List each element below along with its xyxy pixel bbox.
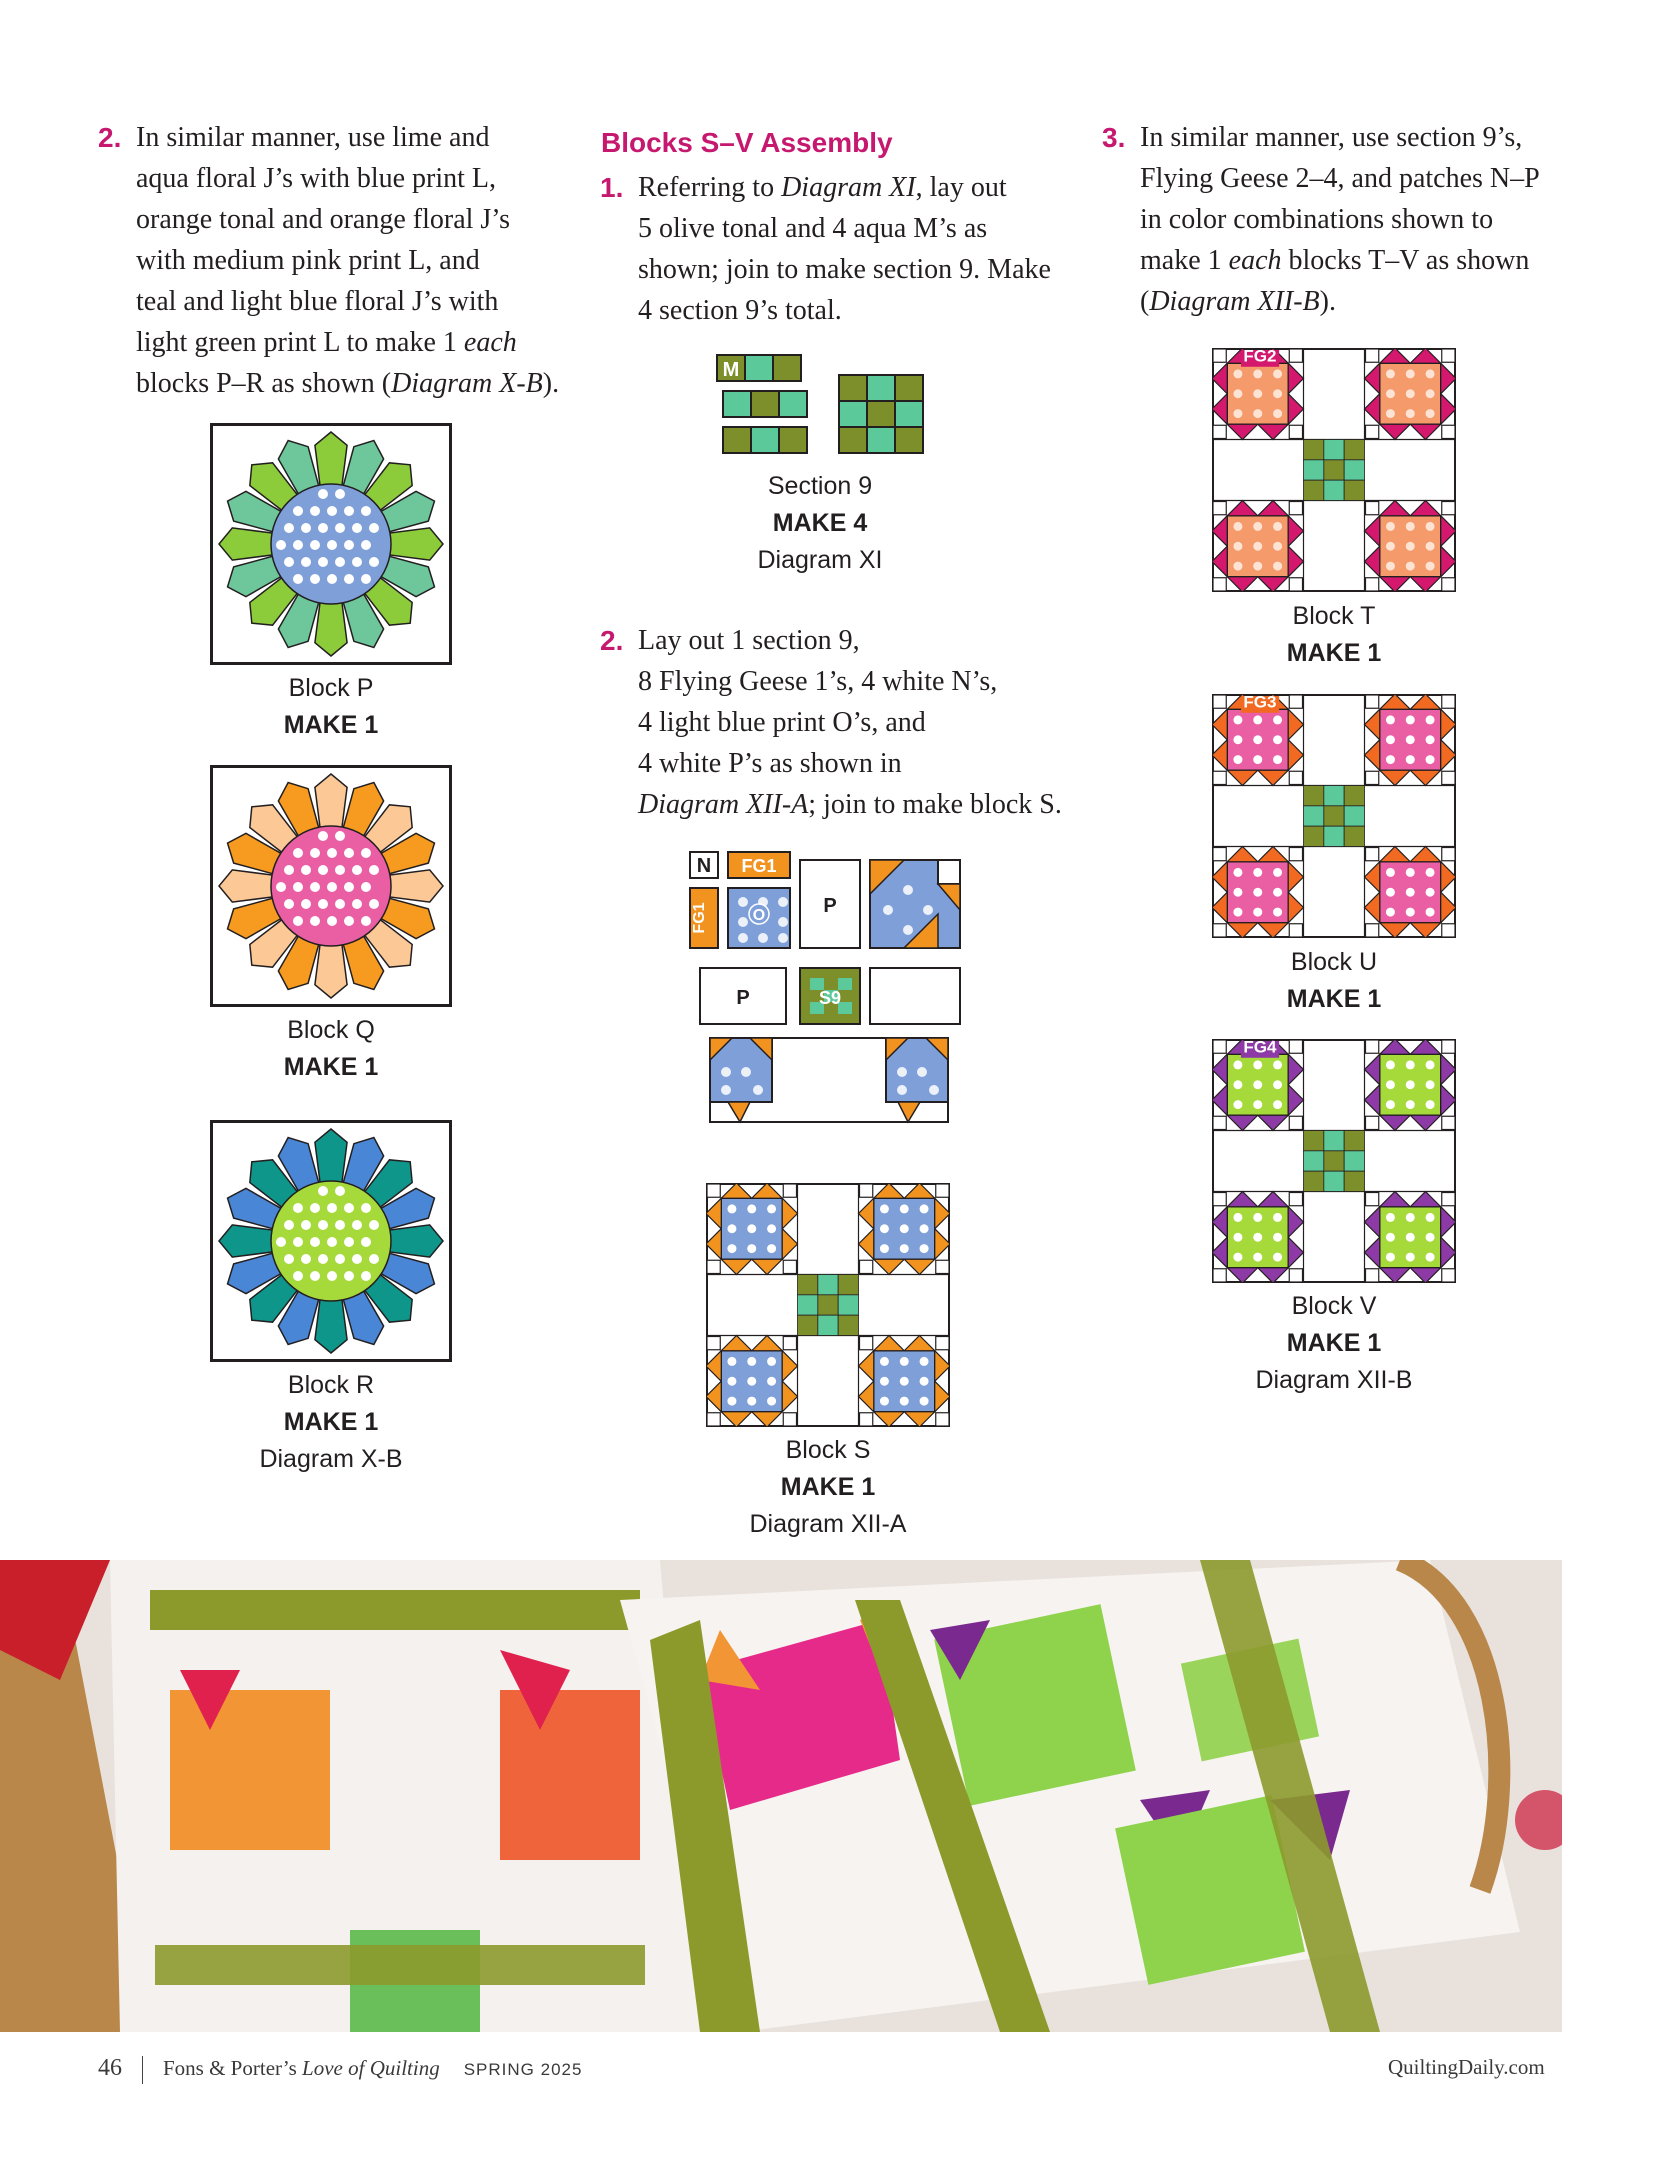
petal bbox=[315, 1295, 347, 1353]
dot bbox=[318, 865, 328, 875]
text-line: In similar manner, use section 9’s, bbox=[1140, 122, 1523, 153]
dot bbox=[293, 540, 303, 550]
block-name: Block S bbox=[785, 1436, 871, 1464]
dot bbox=[293, 882, 303, 892]
petal bbox=[219, 528, 277, 560]
text-fragment: make 1 bbox=[1140, 245, 1229, 276]
dot bbox=[352, 557, 362, 567]
text-line: 8 Flying Geese 1’s, 4 white N’s, bbox=[638, 666, 998, 697]
petal bbox=[315, 940, 347, 998]
make-count: MAKE 1 bbox=[780, 1473, 876, 1501]
block-r-caption bbox=[211, 1367, 451, 1478]
dot bbox=[301, 523, 311, 533]
text-fragment: light green print L to make 1 bbox=[136, 327, 464, 358]
dot bbox=[344, 1237, 354, 1247]
dot bbox=[344, 916, 354, 926]
dot bbox=[361, 506, 371, 516]
dot bbox=[284, 1254, 294, 1264]
dot bbox=[284, 523, 294, 533]
dot bbox=[369, 557, 379, 567]
patch-label-p: P bbox=[823, 895, 837, 917]
dot bbox=[369, 865, 379, 875]
text-fragment: ). bbox=[1319, 286, 1336, 317]
dot bbox=[310, 506, 320, 516]
text-line: in color combinations shown to bbox=[1140, 204, 1494, 235]
make-count: MAKE 1 bbox=[283, 1408, 379, 1436]
text-fragment: blocks T–V as shown bbox=[1281, 245, 1530, 276]
dot bbox=[327, 540, 337, 550]
patch-label-fg1-vertical: FG1 bbox=[691, 902, 708, 934]
petal bbox=[315, 598, 347, 656]
dot bbox=[284, 557, 294, 567]
text-line bbox=[1140, 281, 1580, 322]
diagram-label: Diagram X-B bbox=[259, 1445, 403, 1473]
block-s-diagram bbox=[706, 1183, 950, 1427]
patch-label-p-2: P bbox=[736, 987, 750, 1009]
dot bbox=[361, 916, 371, 926]
section-9-center bbox=[1304, 1131, 1365, 1192]
text-fragment: ). bbox=[542, 368, 560, 399]
block-v-diagram bbox=[1212, 1039, 1456, 1283]
block-p-diagram bbox=[210, 423, 452, 665]
block-name: Block V bbox=[1291, 1292, 1377, 1320]
dot bbox=[335, 899, 345, 909]
dot bbox=[344, 882, 354, 892]
block-u-caption bbox=[1234, 944, 1434, 1018]
diagram-xii-a-exploded bbox=[688, 850, 964, 1130]
quilt-photo bbox=[0, 1560, 1562, 2032]
step-number: 1. bbox=[600, 172, 624, 203]
dot bbox=[335, 831, 345, 841]
dot bbox=[335, 523, 345, 533]
dot bbox=[361, 540, 371, 550]
dot bbox=[310, 848, 320, 858]
text-line: shown; join to make section 9. Make bbox=[638, 254, 1051, 285]
diagram-label: Diagram XII-B bbox=[1255, 1366, 1413, 1394]
step-2-block-s bbox=[600, 620, 1098, 825]
text-fragment: ; join to make block S. bbox=[808, 789, 1062, 820]
dot bbox=[361, 1237, 371, 1247]
text-line bbox=[136, 322, 576, 363]
dot bbox=[293, 506, 303, 516]
dot bbox=[310, 1237, 320, 1247]
dot bbox=[310, 540, 320, 550]
block-v-caption bbox=[1224, 1288, 1444, 1399]
step-3-blocks-t-v bbox=[1102, 117, 1580, 322]
italic-fragment: each bbox=[1228, 245, 1282, 276]
dot bbox=[301, 865, 311, 875]
dot bbox=[369, 1220, 379, 1230]
text-line: orange tonal and orange floral J’s bbox=[136, 204, 510, 235]
dot bbox=[352, 1220, 362, 1230]
section-9-center bbox=[1304, 786, 1365, 847]
dot bbox=[310, 1271, 320, 1281]
website[interactable]: QuiltingDaily.com bbox=[1388, 2055, 1545, 2079]
dot bbox=[352, 899, 362, 909]
text-line: In similar manner, use lime and bbox=[136, 122, 490, 153]
block-t-caption bbox=[1234, 598, 1434, 672]
dot bbox=[344, 574, 354, 584]
block-p-caption bbox=[231, 670, 431, 744]
text-line: 4 white P’s as shown in bbox=[638, 748, 902, 779]
dot bbox=[335, 489, 345, 499]
text-line bbox=[638, 784, 1098, 825]
block-name: Block R bbox=[287, 1371, 375, 1399]
dot bbox=[361, 574, 371, 584]
column-2-step-1 bbox=[600, 167, 1098, 331]
text-line: 5 olive tonal and 4 aqua M’s as bbox=[638, 213, 988, 244]
flying-geese-label: FG4 bbox=[1243, 1039, 1277, 1057]
make-count: MAKE 1 bbox=[283, 711, 379, 739]
petal bbox=[385, 870, 443, 902]
text-line: Lay out 1 section 9, bbox=[638, 625, 860, 656]
dot bbox=[310, 916, 320, 926]
diagram-xi-caption bbox=[720, 468, 920, 579]
patch-label-m: M bbox=[722, 359, 740, 381]
dot bbox=[327, 574, 337, 584]
diagram-reference: Diagram XII-A bbox=[638, 789, 809, 820]
dot bbox=[318, 831, 328, 841]
dot bbox=[335, 1220, 345, 1230]
dot bbox=[301, 557, 311, 567]
dot bbox=[369, 1254, 379, 1264]
column-3 bbox=[1102, 117, 1580, 322]
step-1-section-9 bbox=[600, 167, 1098, 331]
dot bbox=[352, 865, 362, 875]
diagram-reference: Diagram XI bbox=[781, 172, 916, 203]
text-fragment: Referring to bbox=[638, 172, 782, 203]
patch-label-o: O bbox=[752, 907, 766, 924]
make-count: MAKE 1 bbox=[283, 1053, 379, 1081]
dot bbox=[327, 1237, 337, 1247]
make-count: MAKE 1 bbox=[1286, 985, 1382, 1013]
page-number: 46 bbox=[98, 2055, 122, 2081]
column-1 bbox=[98, 117, 576, 404]
dot bbox=[293, 916, 303, 926]
dot bbox=[344, 506, 354, 516]
make-count: MAKE 4 bbox=[772, 509, 868, 537]
text-fragment: ( bbox=[1140, 286, 1150, 317]
dot bbox=[284, 1220, 294, 1230]
diagram-reference: Diagram XII-B bbox=[1149, 286, 1320, 317]
italic-fragment: each bbox=[463, 327, 517, 358]
dot bbox=[369, 523, 379, 533]
flying-geese-label: FG2 bbox=[1243, 348, 1277, 366]
dot bbox=[327, 882, 337, 892]
section-9-center bbox=[798, 1275, 859, 1336]
block-u-diagram bbox=[1212, 694, 1456, 938]
text-line: 4 light blue print O’s, and bbox=[638, 707, 926, 738]
dot bbox=[352, 523, 362, 533]
dot bbox=[318, 1186, 328, 1196]
dot bbox=[318, 1220, 328, 1230]
dot bbox=[318, 557, 328, 567]
dot bbox=[318, 899, 328, 909]
step-number: 3. bbox=[1102, 122, 1126, 153]
magazine-title-text: Fons & Porter’s bbox=[163, 2056, 303, 2080]
dot bbox=[361, 1203, 371, 1213]
diagram-xi bbox=[715, 352, 925, 460]
column-2-step-2 bbox=[600, 620, 1098, 825]
dot bbox=[344, 1271, 354, 1281]
dot bbox=[276, 882, 286, 892]
petal bbox=[315, 432, 347, 490]
dot bbox=[335, 865, 345, 875]
block-name: Block U bbox=[1290, 948, 1378, 976]
text-line: with medium pink print L, and bbox=[136, 245, 480, 276]
magazine-title bbox=[163, 2056, 440, 2080]
step-number: 2. bbox=[98, 122, 122, 153]
text-line: Flying Geese 2–4, and patches N–P bbox=[1140, 163, 1540, 194]
step-2-blocks-p-r bbox=[98, 117, 576, 404]
make-count: MAKE 1 bbox=[1286, 639, 1382, 667]
dot bbox=[301, 1254, 311, 1264]
diagram-label: Diagram XII-A bbox=[749, 1510, 907, 1538]
text-line bbox=[638, 167, 1098, 208]
quilt-photo-illustration bbox=[0, 1560, 1562, 2032]
dot bbox=[327, 848, 337, 858]
section-9-center bbox=[1304, 440, 1365, 501]
dot bbox=[335, 1186, 345, 1196]
block-t-diagram bbox=[1212, 348, 1456, 592]
dot bbox=[327, 506, 337, 516]
dot bbox=[318, 523, 328, 533]
petal bbox=[219, 870, 277, 902]
petal bbox=[315, 774, 347, 832]
dot bbox=[310, 882, 320, 892]
dot bbox=[293, 848, 303, 858]
patch-label-fg1: FG1 bbox=[741, 856, 777, 876]
text-line: teal and light blue floral J’s with bbox=[136, 286, 499, 317]
dot bbox=[310, 574, 320, 584]
section-name: Section 9 bbox=[767, 472, 873, 500]
block-s-caption bbox=[718, 1432, 938, 1543]
text-line bbox=[1140, 240, 1580, 281]
dot bbox=[361, 1271, 371, 1281]
patch-label-s9: S9 bbox=[818, 988, 842, 1008]
issue-season: SPRING 2025 bbox=[463, 2060, 583, 2079]
text-line bbox=[136, 363, 576, 404]
diagram-reference: Diagram X-B bbox=[391, 368, 543, 399]
dot bbox=[335, 1254, 345, 1264]
dot bbox=[335, 557, 345, 567]
block-name: Block T bbox=[1292, 602, 1376, 630]
dot bbox=[284, 899, 294, 909]
dot bbox=[310, 1203, 320, 1213]
petal bbox=[219, 1225, 277, 1257]
make-count: MAKE 1 bbox=[1286, 1329, 1382, 1357]
dot bbox=[276, 1237, 286, 1247]
dot bbox=[369, 899, 379, 909]
dot bbox=[293, 1271, 303, 1281]
block-name: Block P bbox=[288, 674, 374, 702]
dot bbox=[301, 1220, 311, 1230]
step-number: 2. bbox=[600, 625, 624, 656]
patch-label-n: N bbox=[696, 855, 712, 877]
petal bbox=[315, 1129, 347, 1187]
dot bbox=[293, 1237, 303, 1247]
dot bbox=[361, 882, 371, 892]
page-footer bbox=[98, 2055, 582, 2084]
magazine-title-italic: Love of Quilting bbox=[302, 2056, 440, 2080]
dot bbox=[318, 489, 328, 499]
dot bbox=[327, 916, 337, 926]
dot bbox=[344, 848, 354, 858]
section-heading: Blocks S–V Assembly bbox=[601, 127, 893, 158]
dot bbox=[352, 1254, 362, 1264]
block-q-caption bbox=[231, 1012, 431, 1086]
text-line: aqua floral J’s with blue print L, bbox=[136, 163, 497, 194]
block-r-diagram bbox=[210, 1120, 452, 1362]
block-q-diagram bbox=[210, 765, 452, 1007]
text-fragment: , lay out bbox=[915, 172, 1007, 203]
dot bbox=[293, 574, 303, 584]
dot bbox=[276, 540, 286, 550]
dot bbox=[327, 1271, 337, 1281]
petal bbox=[385, 1225, 443, 1257]
dot bbox=[344, 1203, 354, 1213]
petal bbox=[385, 528, 443, 560]
flying-geese-label: FG3 bbox=[1243, 694, 1277, 712]
footer-divider bbox=[142, 2056, 143, 2084]
dot bbox=[284, 865, 294, 875]
dot bbox=[327, 1203, 337, 1213]
text-line: 4 section 9’s total. bbox=[638, 295, 842, 326]
diagram-label: Diagram XI bbox=[757, 546, 883, 574]
dot bbox=[344, 540, 354, 550]
dot bbox=[301, 899, 311, 909]
dot bbox=[318, 1254, 328, 1264]
block-name: Block Q bbox=[287, 1016, 375, 1044]
dot bbox=[293, 1203, 303, 1213]
dot bbox=[361, 848, 371, 858]
text-fragment: blocks P–R as shown ( bbox=[136, 368, 392, 399]
